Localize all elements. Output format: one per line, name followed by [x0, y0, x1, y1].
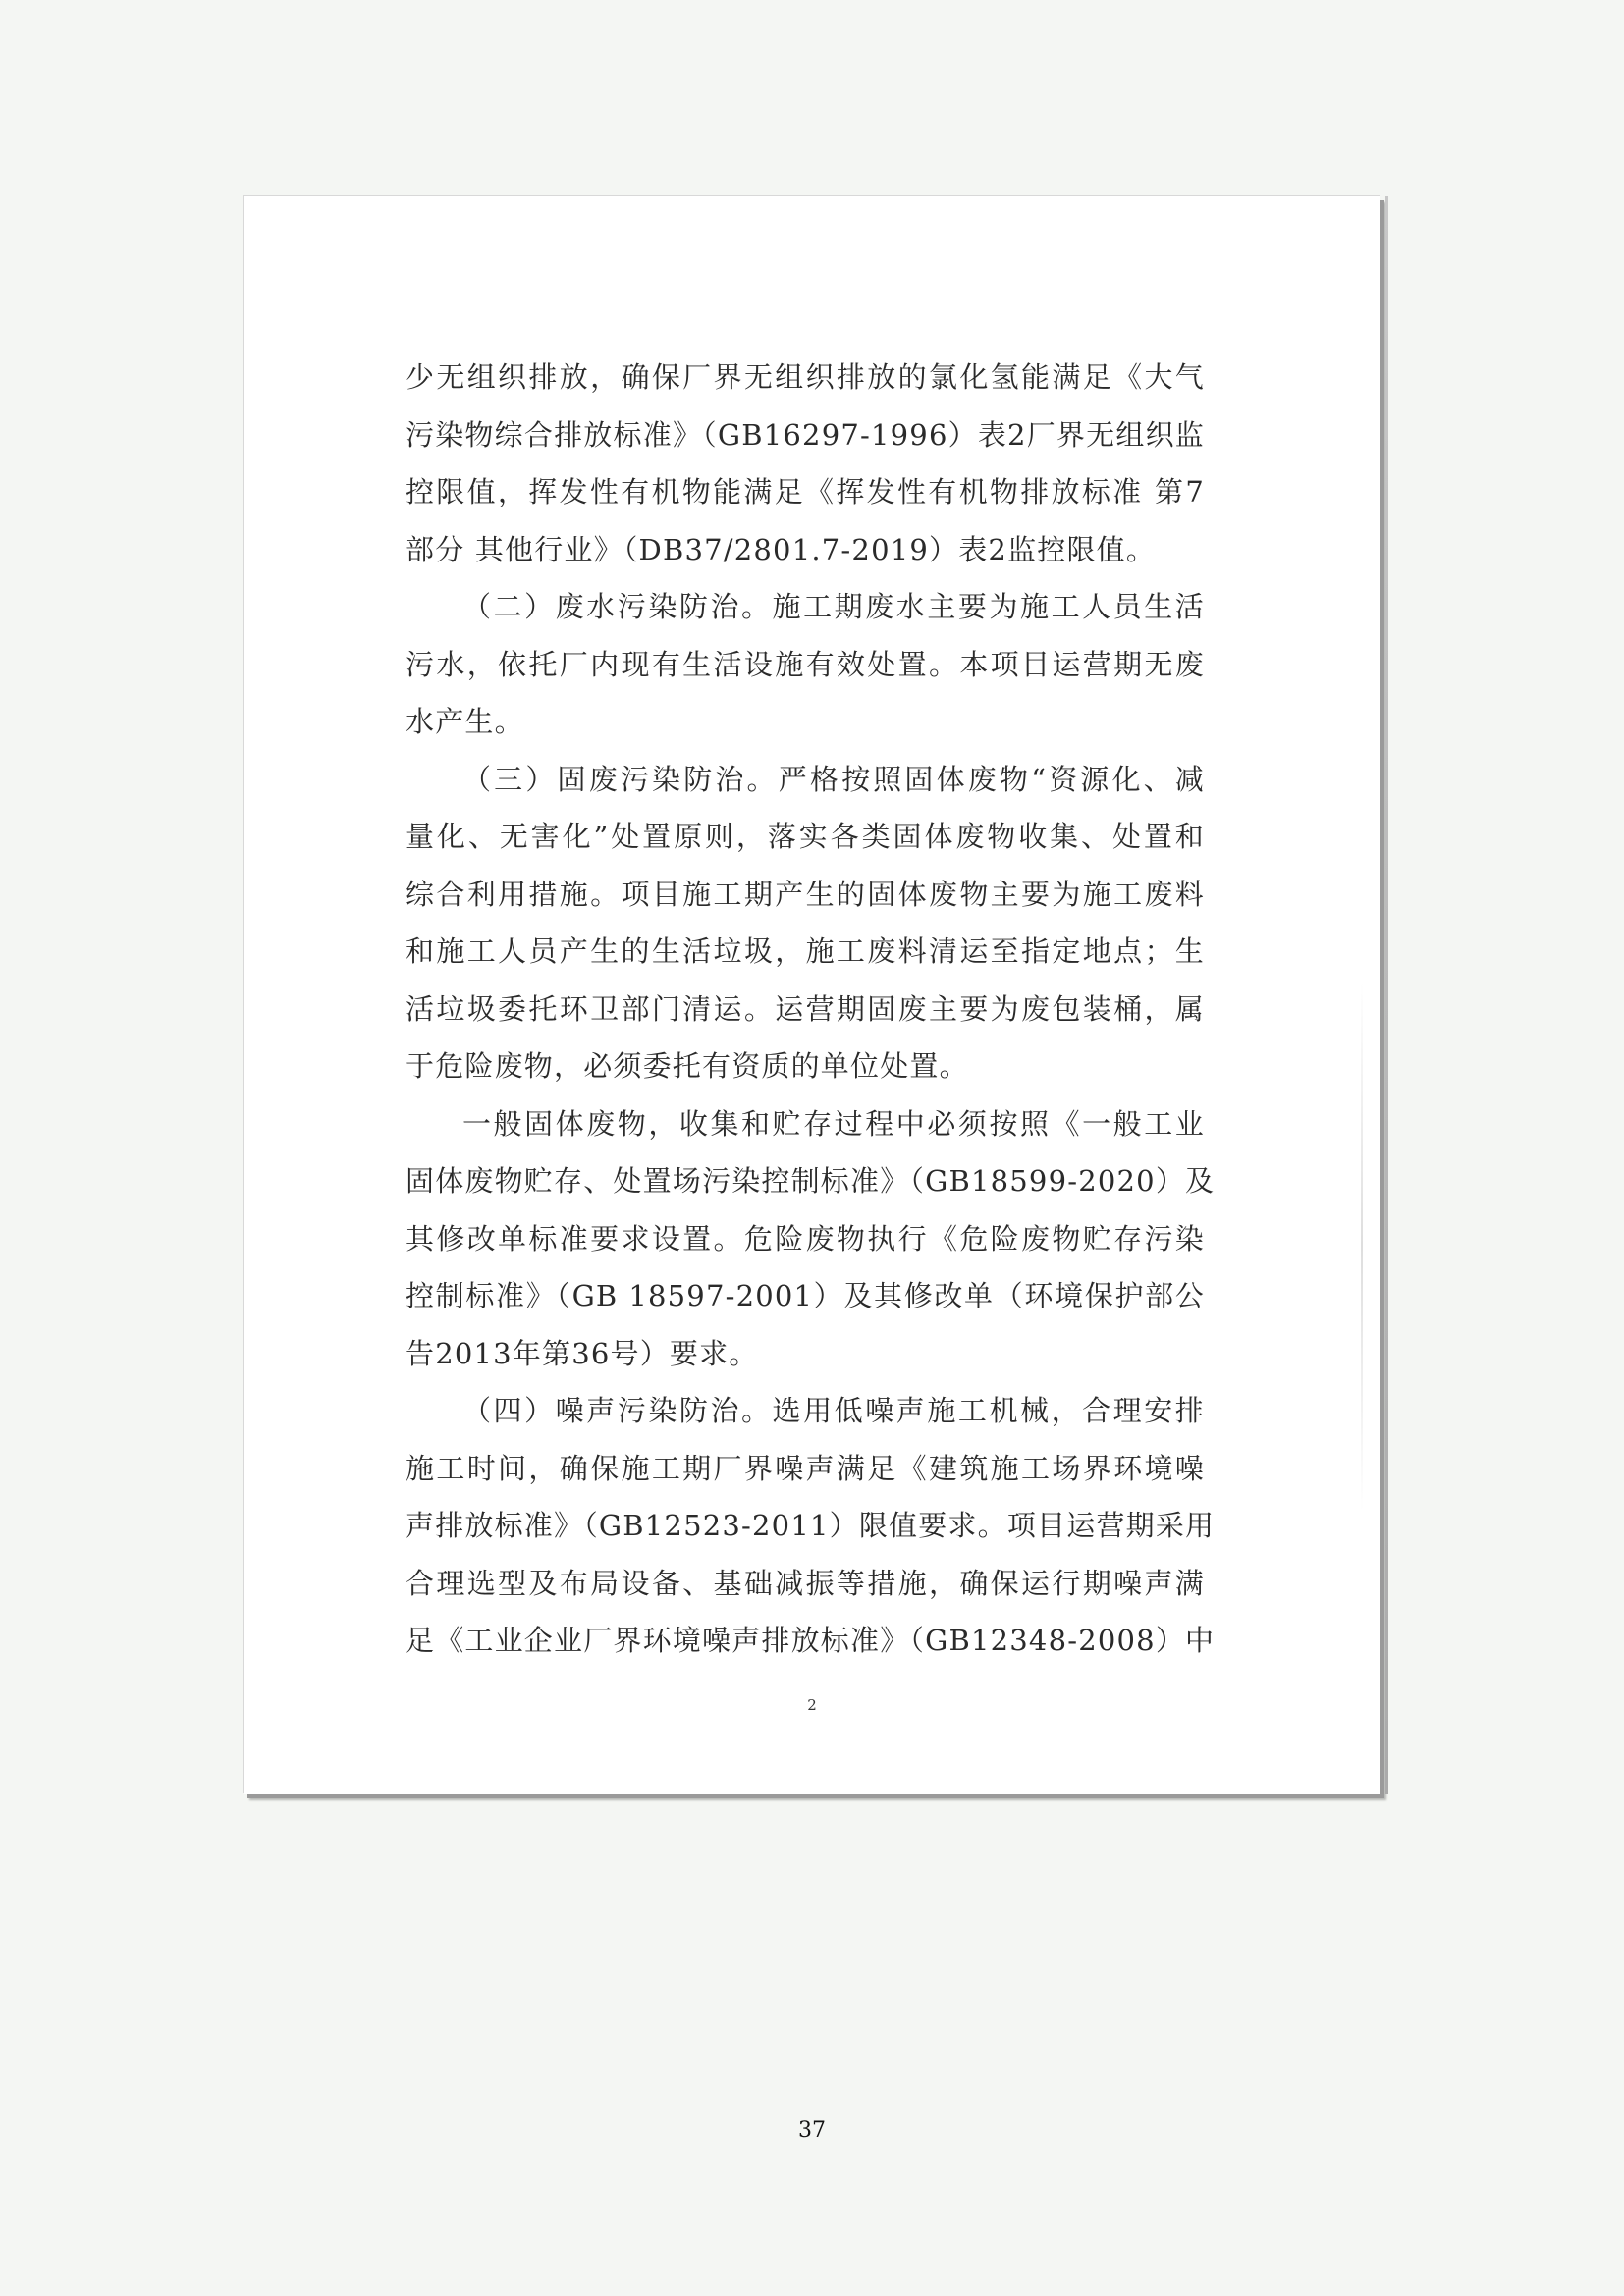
text-line: 足《工业企业厂界环境噪声排放标准》（GB12348-2008）中 — [406, 1624, 1216, 1657]
text-line: 量化、无害化”处置原则，落实各类固体废物收集、处置和 — [406, 820, 1205, 853]
text-line: 综合利用措施。项目施工期产生的固体废物主要为施工废料 — [406, 877, 1205, 911]
text-line: 污染物综合排放标准》（GB16297-1996）表2厂界无组织监 — [406, 417, 1205, 452]
paragraph-heading-solid-waste: （三）固废污染防治。严格按照固体废物“资源化、减 — [462, 762, 1205, 796]
scan-shadow-mark — [1361, 982, 1363, 1512]
text-line: 告2013年第36号）要求。 — [406, 1336, 759, 1370]
text-line: 污水，依托厂内现有生活设施有效处置。本项目运营期无废 — [406, 647, 1205, 681]
paragraph-general-solid-waste: 一般固体废物，收集和贮存过程中必须按照《一般工业 — [462, 1106, 1205, 1141]
text-line: 合理选型及布局设备、基础减振等措施，确保运行期噪声满 — [406, 1566, 1205, 1600]
text-line: 活垃圾委托环卫部门清运。运营期固废主要为废包装桶，属 — [406, 991, 1205, 1026]
document-page-number: 37 — [798, 2118, 826, 2143]
text-line: 部分 其他行业》（DB37/2801.7-2019）表2监控限值。 — [406, 532, 1157, 566]
paragraph-heading-noise: （四）噪声污染防治。选用低噪声施工机械，合理安排 — [462, 1394, 1205, 1427]
scanned-page — [244, 196, 1380, 1794]
text-line: 控制标准》（GB 18597-2001）及其修改单（环境保护部公 — [406, 1279, 1205, 1312]
text-line: 其修改单标准要求设置。危险废物执行《危险废物贮存污染 — [406, 1221, 1205, 1255]
text-line: 声排放标准》（GB12523-2011）限值要求。项目运营期采用 — [406, 1509, 1216, 1542]
paragraph-heading-wastewater: （二）废水污染防治。施工期废水主要为施工人员生活 — [462, 590, 1205, 623]
text-line: 施工时间，确保施工期厂界噪声满足《建筑施工场界环境噪 — [406, 1451, 1205, 1485]
text-line: 于危险废物，必须委托有资质的单位处置。 — [406, 1049, 969, 1083]
text-line: 少无组织排放，确保厂界无组织排放的氯化氢能满足《大气 — [406, 360, 1205, 394]
text-line: 和施工人员产生的生活垃圾，施工废料清运至指定地点；生 — [406, 934, 1205, 968]
text-line: 固体废物贮存、处置场污染控制标准》（GB18599-2020）及 — [406, 1164, 1216, 1198]
inner-page-number: 2 — [807, 1696, 817, 1714]
text-line: 控限值，挥发性有机物能满足《挥发性有机物排放标准 第7 — [406, 475, 1205, 508]
body-text — [406, 348, 1216, 1670]
text-line: 水产生。 — [406, 705, 524, 738]
